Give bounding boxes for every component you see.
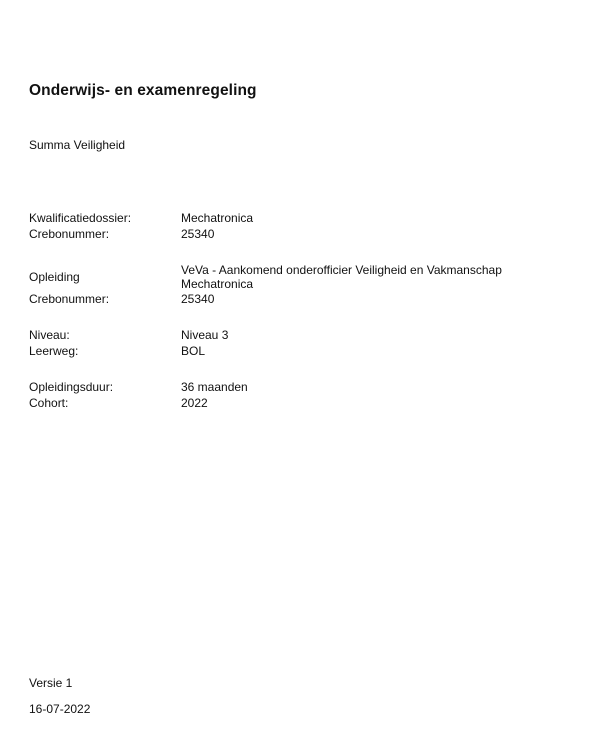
field-value: Niveau 3 xyxy=(181,328,229,342)
field-value: 25340 xyxy=(181,227,215,241)
document-title: Onderwijs- en examenregeling xyxy=(29,82,257,99)
field-value: 36 maanden xyxy=(181,380,248,394)
field-label: Opleiding xyxy=(29,270,80,284)
field-label: Kwalificatiedossier: xyxy=(29,211,132,225)
field-label: Niveau: xyxy=(29,328,70,342)
field-value: Mechatronica xyxy=(181,211,254,225)
field-label: Crebonummer: xyxy=(29,227,110,241)
field-label: Leerweg: xyxy=(29,344,79,358)
organization-name: Summa Veiligheid xyxy=(29,138,126,152)
field-label: Cohort: xyxy=(29,396,69,410)
field-opleiding xyxy=(29,263,549,291)
field-value: BOL xyxy=(181,344,206,358)
field-value: 2022 xyxy=(181,396,208,410)
footer-date: 16-07-2022 xyxy=(29,702,91,716)
field-label: Opleidingsduur: xyxy=(29,380,114,394)
field-value-line1: VeVa - Aankomend onderofficier Veiligheid en Vakmanschap xyxy=(181,263,502,277)
footer-version: Versie 1 xyxy=(29,676,73,690)
field-value-line2: Mechatronica xyxy=(181,277,254,291)
field-value: 25340 xyxy=(181,292,215,306)
field-label: Crebonummer: xyxy=(29,292,110,306)
